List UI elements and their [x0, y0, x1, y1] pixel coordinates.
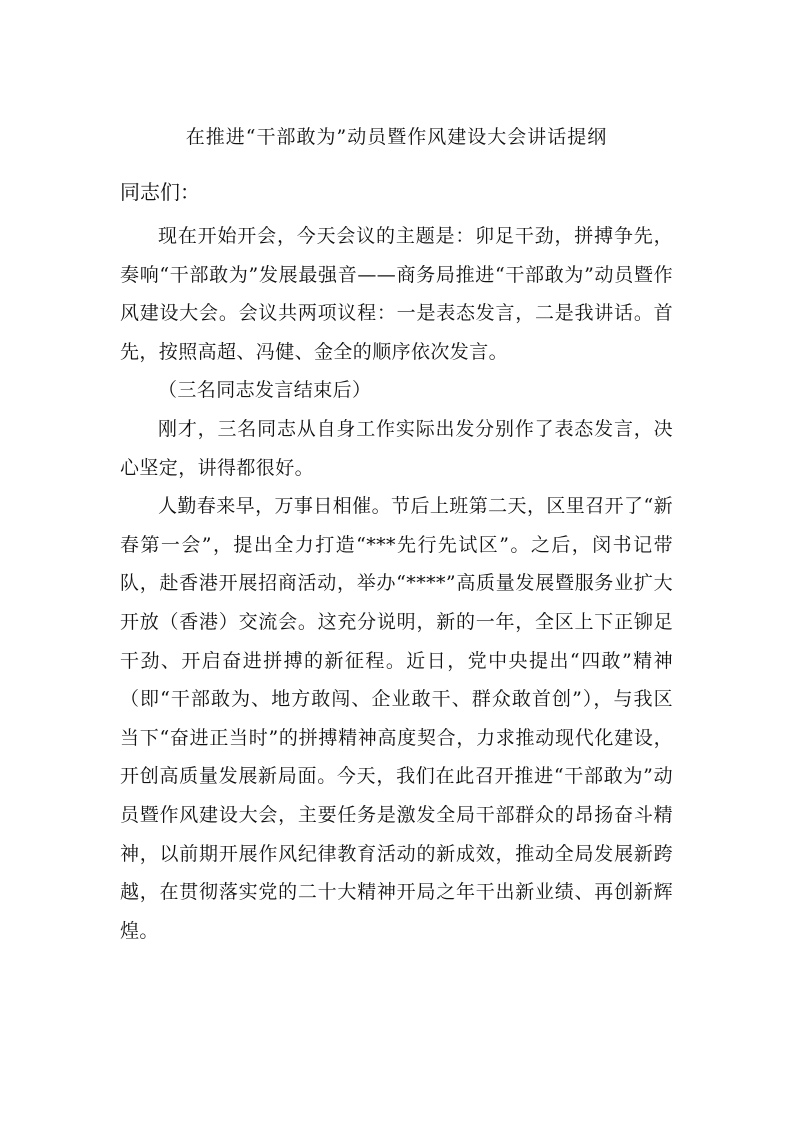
document-title: 在推进“干部敢为”动员暨作风建设大会讲话提纲 [185, 126, 608, 148]
paragraph-main-speech: 人勤春来早，万事日相催。节后上班第二天，区里召开了“新春第一会”，提出全力打造“***先行先试区”。之后，闵书记带队，赴香港开展招商活动，举办“****”高质量发展暨服务业扩大开放（香港）交流会。这充分说明，新的一年，全区上下正铆足干劲、开启奋进拼搏的新征程。近日，党中央提出“四敢”精神（即“干部敢为、地方敢闯、企业敢干、群众敢首创”），与我区当下“奋进正当时”的拼搏精神高度契合，力求推动现代化建设，开创高质量发展新局面。今天，我们在此召开推进“干部敢为”动员暨作风建设大会，主要任务是激发全局干部群众的昂扬奋斗精神，以前期开展作风纪律教育活动的新成效，推动全局发展新跨越，在贯彻落实党的二十大精神开局之年干出新业绩、再创新辉煌。 [120, 495, 673, 942]
salutation: 同志们： [120, 180, 200, 204]
paragraph-stage-note: （三名同志发言结束后） [158, 379, 372, 402]
paragraph-remarks: 刚才，三名同志从自身工作实际出发分别作了表态发言，决心坚定，讲得都很好。 [120, 417, 673, 479]
paragraph-opening: 现在开始开会，今天会议的主题是：卯足干劲，拼搏争先，奏响“干部敢为”发展最强音——商务局推进“干部敢为”动员暨作风建设大会。会议共两项议程：一是表态发言，二是我讲话。首先，按照高超、冯健、金全的顺序依次发言。 [120, 225, 673, 363]
